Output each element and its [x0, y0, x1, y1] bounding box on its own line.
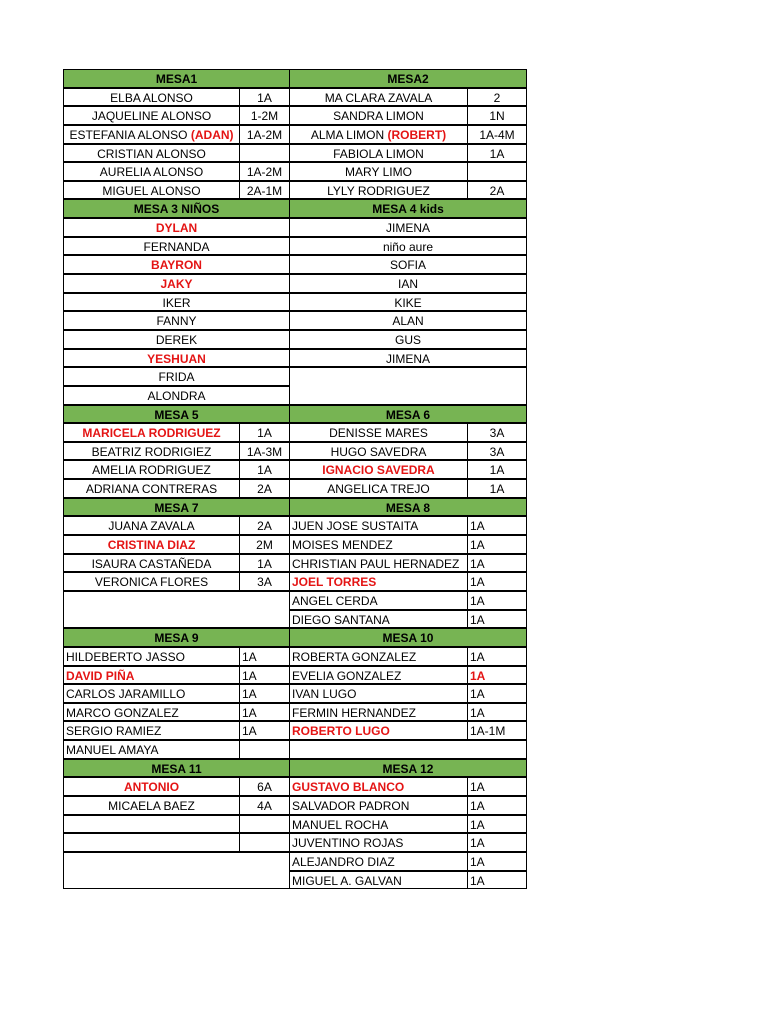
table-row: [63, 349, 527, 368]
table-header: MESA 5: [63, 405, 289, 424]
guest-name: ESTEFANIA ALONSO: [69, 127, 191, 142]
table-row: [63, 125, 527, 144]
guest-name: CRISTINA DIAZ: [107, 538, 196, 553]
code-cell[interactable]: 1A: [467, 684, 527, 703]
name-cell[interactable]: [63, 666, 239, 685]
header-row: [63, 498, 527, 517]
name-cell[interactable]: [289, 572, 467, 591]
code-cell[interactable]: 1A: [467, 666, 527, 685]
code-cell[interactable]: 1A: [467, 479, 527, 498]
code-cell[interactable]: 2A: [239, 516, 289, 535]
table-header: MESA 7: [63, 498, 289, 517]
code-cell[interactable]: [467, 162, 527, 181]
name-cell[interactable]: [289, 181, 467, 200]
table-row: [63, 218, 527, 237]
table-row: [63, 181, 527, 200]
code-cell[interactable]: 2A: [467, 181, 527, 200]
header-row: [63, 405, 527, 424]
code-cell[interactable]: 1A: [467, 703, 527, 722]
name-cell[interactable]: IKER: [63, 293, 289, 312]
table-row: [63, 460, 527, 479]
name-cell[interactable]: [63, 442, 239, 461]
name-cell[interactable]: [63, 721, 239, 740]
guest-name: VERONICA FLORES: [94, 575, 209, 590]
table-header: MESA 10: [289, 628, 527, 647]
guest-name: FERMIN HERNANDEZ: [292, 705, 417, 720]
table-row: [63, 367, 527, 386]
table-row: [63, 386, 527, 405]
guest-name: JOEL TORRES: [292, 575, 377, 590]
guest-name: HUGO SAVEDRA: [330, 444, 427, 459]
table-row: [63, 88, 527, 107]
code-cell[interactable]: 3A: [467, 423, 527, 442]
guest-name: ROBERTA GONZALEZ: [292, 649, 417, 664]
code-cell[interactable]: 1A-2M: [239, 125, 289, 144]
code-cell[interactable]: [239, 740, 289, 759]
table-header: MESA1: [63, 69, 289, 88]
name-cell[interactable]: [289, 777, 467, 796]
guest-name: JAQUELINE ALONSO: [91, 109, 212, 124]
name-cell[interactable]: SOFIA: [289, 255, 527, 274]
code-cell[interactable]: 1A: [467, 796, 527, 815]
name-cell[interactable]: DYLAN: [63, 218, 289, 237]
name-cell[interactable]: niño aure: [289, 237, 527, 256]
guest-name: MA CLARA ZAVALA: [324, 90, 433, 105]
blank-cell: [239, 833, 289, 852]
name-cell[interactable]: FRIDA: [63, 367, 289, 386]
name-cell[interactable]: [289, 815, 467, 834]
name-cell[interactable]: [63, 647, 239, 666]
name-cell[interactable]: [63, 106, 239, 125]
code-cell[interactable]: 1A: [239, 460, 289, 479]
code-cell[interactable]: 1A: [239, 554, 289, 573]
blank-cell: [63, 610, 289, 629]
code-cell[interactable]: 1A: [467, 871, 527, 890]
code-cell[interactable]: 1A: [467, 554, 527, 573]
table-row: [63, 330, 527, 349]
name-cell[interactable]: [63, 479, 239, 498]
name-cell[interactable]: [63, 88, 239, 107]
name-cell[interactable]: [289, 460, 467, 479]
name-cell[interactable]: [289, 684, 467, 703]
code-cell[interactable]: 1A: [467, 591, 527, 610]
code-cell[interactable]: 1A-3M: [239, 442, 289, 461]
code-cell[interactable]: 1A: [239, 88, 289, 107]
table-row: [63, 666, 527, 685]
table-header: MESA 6: [289, 405, 527, 424]
name-cell[interactable]: [63, 162, 239, 181]
name-cell[interactable]: KIKE: [289, 293, 527, 312]
guest-name: FABIOLA LIMON: [333, 146, 424, 161]
name-cell[interactable]: ALONDRA: [63, 386, 289, 405]
blank-cell: [63, 833, 239, 852]
table-row: [63, 479, 527, 498]
seating-sheet: [63, 69, 527, 889]
guest-name: CARLOS JARAMILLO: [66, 687, 186, 702]
guest-name: CHRISTIAN PAUL HERNADEZ: [292, 556, 460, 571]
name-cell[interactable]: BAYRON: [63, 255, 289, 274]
code-cell[interactable]: 4A: [239, 796, 289, 815]
name-cell[interactable]: [63, 423, 239, 442]
name-cell[interactable]: [63, 516, 239, 535]
name-cell[interactable]: [63, 777, 239, 796]
code-cell[interactable]: 1A: [467, 610, 527, 629]
name-cell[interactable]: [289, 666, 467, 685]
blank-cell: [289, 367, 527, 386]
table-header: MESA 3 NIÑOS: [63, 199, 289, 218]
table-row: [63, 647, 527, 666]
guest-name: JUEN JOSE SUSTAITA: [292, 519, 419, 534]
table-row: [63, 684, 527, 703]
code-cell[interactable]: 1A: [239, 647, 289, 666]
table-row: [63, 442, 527, 461]
guest-name: JUVENTINO ROJAS: [292, 836, 404, 851]
guest-name: MIGUEL A. GALVAN: [292, 873, 402, 888]
header-row: [63, 199, 527, 218]
name-cell[interactable]: [289, 423, 467, 442]
name-cell[interactable]: [289, 535, 467, 554]
guest-name: ADRIANA CONTRERAS: [85, 482, 218, 497]
guest-name: ISAURA CASTAÑEDA: [91, 556, 212, 571]
name-cell[interactable]: [289, 647, 467, 666]
guest-name: SERGIO RAMIEZ: [66, 724, 162, 739]
name-cell[interactable]: [63, 554, 239, 573]
code-cell[interactable]: 1A: [467, 815, 527, 834]
guest-name: MIGUEL ALONSO: [102, 183, 201, 198]
blank-cell: [239, 815, 289, 834]
table-header: MESA2: [289, 69, 527, 88]
code-cell[interactable]: 1-2M: [239, 106, 289, 125]
table-row: [63, 516, 527, 535]
table-row: [63, 833, 527, 852]
header-row: [63, 759, 527, 778]
table-header: MESA 9: [63, 628, 289, 647]
name-cell[interactable]: [63, 125, 239, 144]
guest-name: ALEJANDRO DIAZ: [292, 854, 395, 869]
guest-name: EVELIA GONZALEZ: [292, 668, 402, 683]
name-cell[interactable]: [289, 144, 467, 163]
name-cell[interactable]: [63, 740, 239, 759]
guest-companion: (ROBERT): [387, 127, 447, 142]
guest-name: BEATRIZ RODRIGIEZ: [91, 444, 212, 459]
blank-cell: [63, 871, 289, 890]
name-cell[interactable]: FANNY: [63, 311, 289, 330]
table-row: [63, 554, 527, 573]
guest-name: GUSTAVO BLANCO: [292, 780, 405, 795]
guest-name: HILDEBERTO JASSO: [66, 649, 185, 664]
name-cell[interactable]: [289, 852, 467, 871]
guest-name: LYLY RODRIGUEZ: [327, 183, 430, 198]
table-row: [63, 703, 527, 722]
name-cell[interactable]: [289, 796, 467, 815]
guest-name: DENISSE MARES: [329, 426, 428, 441]
name-cell[interactable]: [289, 88, 467, 107]
table-row: [63, 535, 527, 554]
name-cell[interactable]: [289, 106, 467, 125]
name-cell[interactable]: JIMENA: [289, 218, 527, 237]
guest-name: ROBERTO LUGO: [292, 724, 390, 739]
code-cell[interactable]: 1N: [467, 106, 527, 125]
code-cell[interactable]: 1A-1M: [467, 721, 527, 740]
code-cell[interactable]: 2M: [239, 535, 289, 554]
name-cell[interactable]: ALAN: [289, 311, 527, 330]
name-cell[interactable]: FERNANDA: [63, 237, 289, 256]
table-row: [63, 610, 527, 629]
name-cell[interactable]: [63, 535, 239, 554]
code-cell[interactable]: 3A: [467, 442, 527, 461]
code-cell[interactable]: [239, 144, 289, 163]
guest-name: ANGEL CERDA: [292, 593, 378, 608]
guest-name: ANGELICA TREJO: [327, 482, 430, 497]
name-cell[interactable]: JIMENA: [289, 349, 527, 368]
code-cell[interactable]: 1A-2M: [239, 162, 289, 181]
table-row: [63, 777, 527, 796]
name-cell[interactable]: [289, 516, 467, 535]
code-cell[interactable]: 1A: [239, 684, 289, 703]
table-row: [63, 796, 527, 815]
table-row: [63, 871, 527, 890]
guest-name: DIEGO SANTANA: [292, 612, 390, 627]
code-cell[interactable]: 1A: [467, 852, 527, 871]
code-cell[interactable]: 1A: [467, 460, 527, 479]
name-cell[interactable]: [63, 684, 239, 703]
name-cell[interactable]: [289, 591, 467, 610]
code-cell[interactable]: 1A: [467, 647, 527, 666]
name-cell[interactable]: [63, 572, 239, 591]
name-cell[interactable]: [289, 871, 467, 890]
code-cell[interactable]: 1A: [239, 703, 289, 722]
header-row: [63, 69, 527, 88]
blank-cell: [289, 740, 527, 759]
table-header: MESA 12: [289, 759, 527, 778]
name-cell[interactable]: DEREK: [63, 330, 289, 349]
table-row: [63, 237, 527, 256]
guest-name: AMELIA RODRIGUEZ: [92, 463, 211, 478]
table-row: [63, 274, 527, 293]
code-cell[interactable]: 2: [467, 88, 527, 107]
name-cell[interactable]: YESHUAN: [63, 349, 289, 368]
guest-name: MOISES MENDEZ: [292, 538, 393, 553]
guest-name: IVAN LUGO: [292, 687, 357, 702]
guest-name: DAVID PIÑA: [66, 668, 135, 683]
name-cell[interactable]: [63, 181, 239, 200]
guest-companion: (ADAN): [190, 127, 234, 142]
name-cell[interactable]: [289, 162, 467, 181]
table-row: [63, 572, 527, 591]
name-cell[interactable]: [289, 610, 467, 629]
table-row: [63, 106, 527, 125]
blank-cell: [289, 386, 527, 405]
table-header: MESA 8: [289, 498, 527, 517]
table-row: [63, 423, 527, 442]
code-cell[interactable]: 2A: [239, 479, 289, 498]
guest-name: SANDRA LIMON: [333, 109, 424, 124]
table-row: [63, 740, 527, 759]
code-cell[interactable]: 1A: [467, 833, 527, 852]
name-cell[interactable]: GUS: [289, 330, 527, 349]
guest-name: MANUEL AMAYA: [66, 743, 159, 758]
guest-name: ANTONIO: [123, 780, 180, 795]
name-cell[interactable]: IAN: [289, 274, 527, 293]
table-row: [63, 144, 527, 163]
code-cell[interactable]: 1A: [239, 423, 289, 442]
blank-cell: [63, 852, 289, 871]
table-row: [63, 815, 527, 834]
name-cell[interactable]: [63, 144, 239, 163]
code-cell[interactable]: 1A: [467, 572, 527, 591]
code-cell[interactable]: 2A-1M: [239, 181, 289, 200]
table-row: [63, 293, 527, 312]
code-cell[interactable]: 1A-4M: [467, 125, 527, 144]
guest-name: MARY LIMO: [345, 165, 412, 180]
name-cell[interactable]: [289, 479, 467, 498]
name-cell[interactable]: [289, 442, 467, 461]
code-cell[interactable]: 1A: [467, 777, 527, 796]
name-cell[interactable]: [63, 460, 239, 479]
guest-name: MARCO GONZALEZ: [66, 705, 179, 720]
name-cell[interactable]: [289, 554, 467, 573]
code-cell[interactable]: 1A: [239, 666, 289, 685]
name-cell[interactable]: [289, 703, 467, 722]
code-cell[interactable]: 6A: [239, 777, 289, 796]
guest-name: MANUEL ROCHA: [292, 817, 389, 832]
blank-cell: [63, 815, 239, 834]
guest-name: SALVADOR PADRON: [292, 798, 410, 813]
name-cell[interactable]: [63, 796, 239, 815]
name-cell[interactable]: [63, 703, 239, 722]
table-row: [63, 721, 527, 740]
guest-name: JUANA ZAVALA: [108, 519, 195, 534]
table-row: [63, 852, 527, 871]
name-cell[interactable]: [289, 721, 467, 740]
code-cell[interactable]: 3A: [239, 572, 289, 591]
code-cell[interactable]: 1A: [467, 144, 527, 163]
table-header: MESA 11: [63, 759, 289, 778]
name-cell[interactable]: [289, 125, 467, 144]
table-header: MESA 4 kids: [289, 199, 527, 218]
guest-name: ALMA LIMON: [310, 127, 388, 142]
name-cell[interactable]: JAKY: [63, 274, 289, 293]
table-row: [63, 591, 527, 610]
guest-name: CRISTIAN ALONSO: [97, 146, 206, 161]
table-row: [63, 255, 527, 274]
header-row: [63, 628, 527, 647]
guest-name: ELBA ALONSO: [110, 90, 193, 105]
code-cell[interactable]: 1A: [467, 516, 527, 535]
guest-name: IGNACIO SAVEDRA: [322, 463, 435, 478]
guest-name: MARICELA RODRIGUEZ: [82, 426, 221, 441]
guest-name: MICAELA BAEZ: [108, 798, 195, 813]
blank-cell: [63, 591, 289, 610]
guest-name: AURELIA ALONSO: [99, 165, 204, 180]
code-cell[interactable]: 1A: [467, 535, 527, 554]
code-cell[interactable]: 1A: [239, 721, 289, 740]
table-row: [63, 311, 527, 330]
name-cell[interactable]: [289, 833, 467, 852]
table-row: [63, 162, 527, 181]
